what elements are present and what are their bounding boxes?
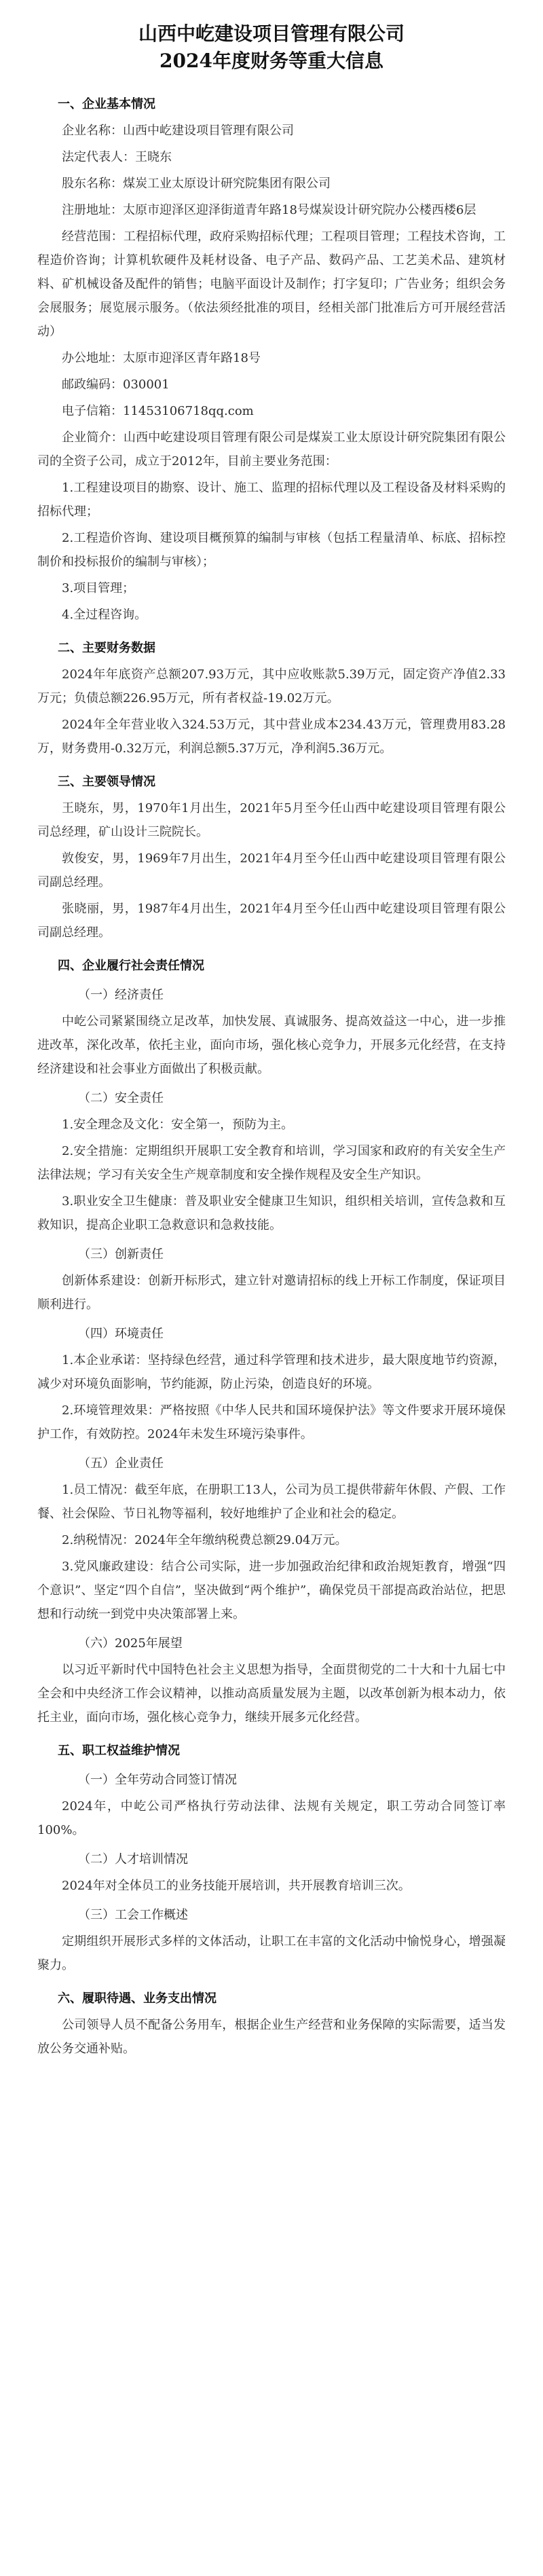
registered-address-line: 注册地址：太原市迎泽区迎泽街道青年路18号煤炭设计研究院办公楼西楼6层	[62, 203, 476, 217]
safety-item-3: 3.职业安全卫生健康：普及职业安全健康卫生知识，组织相关培训，宣传急救和互救知识，提高企业职工急救意识和急救技能。	[37, 1194, 506, 1232]
legal-representative-line: 法定代表人：王晓东	[62, 150, 172, 164]
training-paragraph: 2024年对全体员工的业务技能开展培训，共开展教育培训三次。	[62, 1879, 411, 1893]
financial-income-paragraph: 2024年全年营业收入324.53万元，其中营业成本234.43万元，管理费用83.28万，财务费用-0.32万元，利润总额5.37万元，净利润5.36万元。	[37, 718, 506, 756]
office-address-line: 办公地址：太原市迎泽区青年路18号	[62, 351, 261, 365]
enterprise-item-3: 3.党风廉政建设：结合公司实际，进一步加强政治纪律和政治规矩教育，增强“四个意识”、坚定“四个自信”，坚决做到“两个维护”，确保党员干部提高政治站位，把思想和行动统一到党中央决策部署上来。	[37, 1560, 506, 1621]
postal-code-line: 邮政编码：030001	[62, 378, 170, 392]
economic-paragraph: 中屹公司紧紧围绕立足改革，加快发展、真诚服务、提高效益这一中心，进一步推进改革，深化改革，依托主业，面向市场，强化核心竞争力，开展多元化经营，在支持经济建设和社会事业方面做出了积极贡献。	[37, 1014, 506, 1076]
section-heading-basic-info: 一、企业基本情况	[58, 97, 155, 111]
environment-item-2: 2.环境管理效果：严格按照《中华人民共和国环境保护法》等文件要求开展环境保护工作，有效防控。2024年未发生环境污染事件。	[37, 1403, 506, 1441]
document-title-subject: 2024年度财务等重大信息	[160, 50, 383, 72]
safety-item-2: 2.安全措施：定期组织开展职工安全教育和培训，学习国家和政府的有关安全生产法律法规；学习有关安全生产规章制度和安全操作规程及安全生产知识。	[37, 1144, 506, 1182]
company-name-line: 企业名称：山西中屹建设项目管理有限公司	[62, 124, 294, 138]
enterprise-item-2: 2.纳税情况：2024年全年缴纳税费总额29.04万元。	[62, 1533, 348, 1547]
business-item-3: 3.项目管理；	[62, 581, 135, 595]
document-title	[37, 20, 506, 75]
outlook-paragraph: 以习近平新时代中国特色社会主义思想为指导，全面贯彻党的二十大和十九届七中全会和中央经济工作会议精神，以推动高质量发展为主题，以改革创新为根本动力，依托主业，面向市场，强化核心竞争力，继续开展多元化经营。	[37, 1663, 506, 1725]
leader-entry: 王晓东，男，1970年1月出生，2021年5月至今任山西中屹建设项目管理有限公司总经理，矿山设计三院院长。	[37, 801, 506, 839]
innovation-paragraph: 创新体系建设：创新开标形式，建立针对邀请招标的线上开标工作制度，保证项目顺利进行。	[37, 1274, 506, 1312]
business-item-1: 1.工程建设项目的勘察、设计、施工、监理的招标代理以及工程设备及材料采购的招标代理；	[37, 481, 506, 519]
subsection-heading-innovation: （三）创新责任	[78, 1247, 164, 1262]
subsection-heading-economic: （一）经济责任	[78, 988, 164, 1002]
document-title-company: 山西中屹建设项目管理有限公司	[138, 22, 405, 45]
expenses-paragraph: 公司领导人员不配备公务用车，根据企业生产经营和业务保障的实际需要，适当发放公务交通补贴。	[37, 2018, 506, 2056]
subsection-heading-training: （二）人才培训情况	[78, 1852, 188, 1866]
section-heading-social-responsibility: 四、企业履行社会责任情况	[58, 959, 204, 973]
subsection-heading-labor-contract: （一）全年劳动合同签订情况	[78, 1773, 237, 1787]
labor-contract-paragraph: 2024年，中屹公司严格执行劳动法律、法规有关规定，职工劳动合同签订率100%。	[37, 1799, 506, 1837]
environment-item-1: 1.本企业承诺：坚持绿色经营，通过科学管理和技术进步，最大限度地节约资源，减少对环境负面影响，节约能源，防止污染，创造良好的环境。	[37, 1353, 506, 1391]
email-line: 电子信箱：11453106718qq.com	[62, 404, 254, 418]
leader-entry: 张晓丽，男，1987年4月出生，2021年4月至今任山西中屹建设项目管理有限公司副总经理。	[37, 902, 506, 940]
company-profile-line: 企业简介：山西中屹建设项目管理有限公司是煤炭工业太原设计研究院集团有限公司的全资子公司，成立于2012年，目前主要业务范围：	[37, 430, 506, 468]
subsection-heading-outlook: （六）2025年展望	[78, 1636, 183, 1651]
subsection-heading-enterprise: （五）企业责任	[78, 1456, 164, 1471]
leader-entry: 敦俊安，男，1969年7月出生，2021年4月至今任山西中屹建设项目管理有限公司副总经理。	[37, 851, 506, 889]
subsection-heading-safety: （二）安全责任	[78, 1091, 164, 1105]
business-scope-line: 经营范围：工程招标代理，政府采购招标代理；工程项目管理；工程技术咨询，工程造价咨询；计算机软硬件及耗材设备、电子产品、数码产品、工艺美术品、建筑材料、矿机械设备及配件的销售；电脑平面设计及制作；打字复印；广告业务；组织会务会展服务；展览展示服务。（依法须经批准的项目，经相关部门批准后方可开展经营活动）	[37, 229, 506, 339]
section-heading-financial-data: 二、主要财务数据	[58, 641, 155, 655]
section-heading-employee-rights: 五、职工权益维护情况	[58, 1744, 180, 1758]
union-paragraph: 定期组织开展形式多样的文体活动，让职工在丰富的文化活动中愉悦身心，增强凝聚力。	[37, 1934, 506, 1972]
enterprise-item-1: 1.员工情况：截至年底，在册职工13人，公司为员工提供带薪年休假、产假、工作餐、社会保险、节日礼物等福利，较好地维护了企业和社会的稳定。	[37, 1483, 506, 1521]
business-item-4: 4.全过程咨询。	[62, 608, 147, 622]
subsection-heading-environment: （四）环境责任	[78, 1327, 164, 1341]
subsection-heading-union: （三）工会工作概述	[78, 1908, 188, 1922]
section-heading-expenses: 六、履职待遇、业务支出情况	[58, 1991, 217, 2006]
shareholder-line: 股东名称：煤炭工业太原设计研究院集团有限公司	[62, 177, 331, 191]
business-item-2: 2.工程造价咨询、建设项目概预算的编制与审核（包括工程量清单、标底、招标控制价和投标报价的编制与审核）；	[37, 531, 506, 569]
financial-assets-paragraph: 2024年年底资产总额207.93万元，其中应收账款5.39万元，固定资产净值2.33万元；负债总额226.95万元，所有者权益-19.02万元。	[37, 667, 506, 705]
document-page	[37, 0, 506, 2061]
section-heading-leaders: 三、主要领导情况	[58, 775, 155, 789]
safety-item-1: 1.安全理念及文化：安全第一，预防为主。	[62, 1118, 294, 1132]
